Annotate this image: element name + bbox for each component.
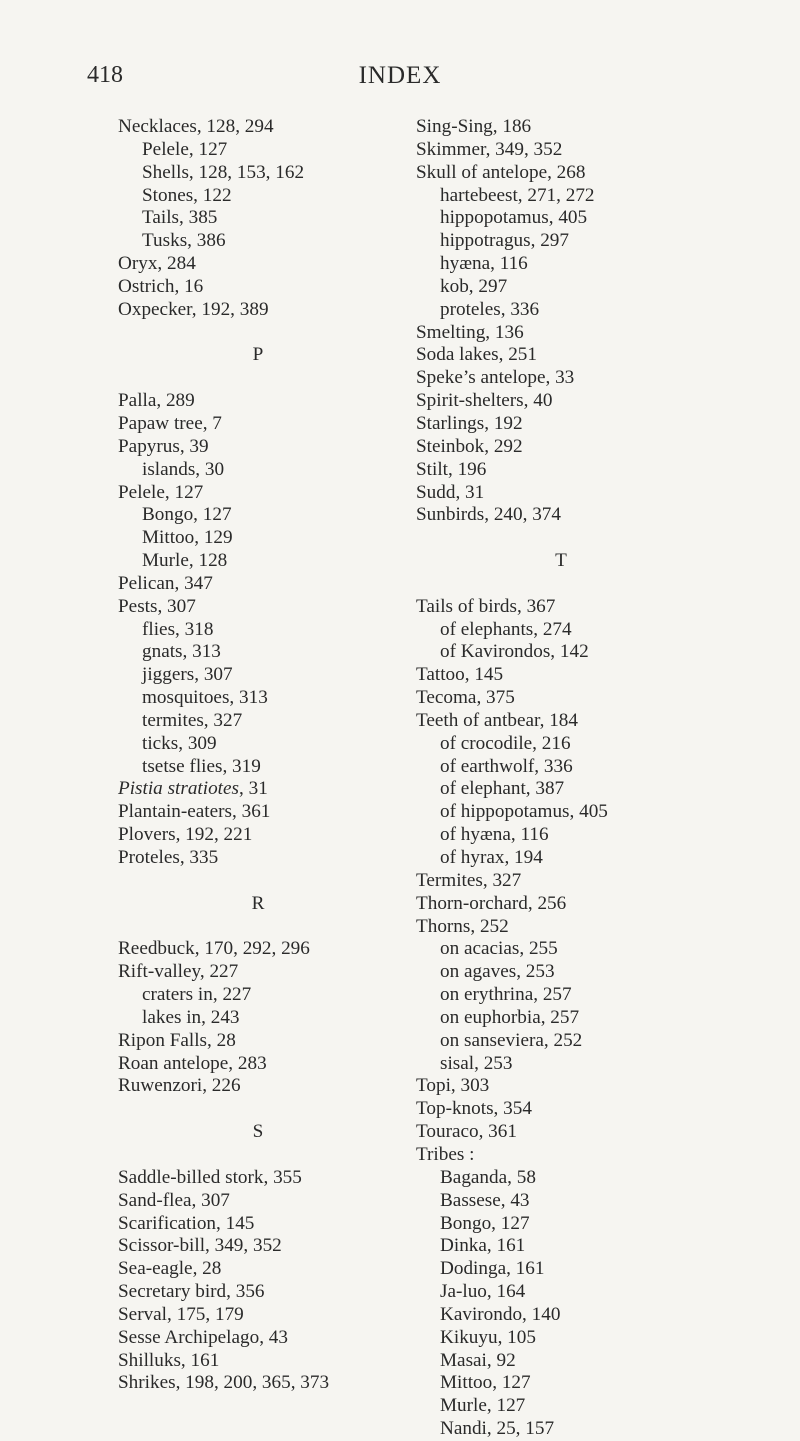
index-entry: Plantain-eaters, 361: [118, 801, 271, 823]
index-subentry: Dinka, 161: [440, 1235, 526, 1257]
index-subentry: ticks, 309: [142, 732, 217, 754]
index-subentry: Mittoo, 129: [142, 527, 233, 549]
index-entry: Ostrich, 16: [118, 275, 204, 297]
index-entry: Sudd, 31: [416, 481, 485, 503]
index-subentry: of hippopotamus, 405: [440, 801, 608, 823]
index-entry: Sunbirds, 240, 374: [416, 504, 561, 526]
index-entry: Pests, 307: [118, 595, 196, 617]
index-entry: Rift-valley, 227: [118, 961, 239, 983]
index-subentry: Nandi, 25, 157: [440, 1418, 555, 1440]
index-entry: Spirit-shelters, 40: [416, 390, 553, 412]
section-letter: R: [251, 892, 265, 914]
index-entry: Shrikes, 198, 200, 365, 373: [118, 1372, 330, 1394]
index-subentry: hyæna, 116: [440, 253, 528, 275]
index-entry: Oxpecker, 192, 389: [118, 298, 269, 320]
index-subentry: of crocodile, 216: [440, 732, 571, 754]
index-entry-italic-term: Pistia stratiotes: [118, 778, 239, 800]
index-entry: Thorn-orchard, 256: [416, 892, 567, 914]
index-subentry: tsetse flies, 319: [142, 755, 261, 777]
index-subentry: Masai, 92: [440, 1349, 516, 1371]
index-subentry: Shells, 128, 153, 162: [142, 161, 305, 183]
index-entry: Topi, 303: [416, 1075, 490, 1097]
index-entry: Oryx, 284: [118, 253, 196, 275]
index-entry: Sesse Archipelago, 43: [118, 1326, 288, 1348]
index-column-right: [416, 116, 776, 1441]
index-entry: Proteles, 335: [118, 847, 219, 868]
index-subentry: Tusks, 386: [142, 230, 226, 252]
index-subentry: kob, 297: [440, 275, 508, 297]
index-subentry: Bongo, 127: [142, 504, 232, 526]
index-subentry: Dodinga, 161: [440, 1258, 545, 1280]
index-entry: Tattoo, 145: [416, 664, 504, 686]
index-entry: Ruwenzori, 226: [118, 1075, 241, 1097]
index-subentry: of hyæna, 116: [440, 824, 549, 846]
index-subentry: hartebeest, 271, 272: [440, 184, 595, 206]
index-subentry: Murle, 127: [440, 1395, 526, 1417]
index-entry: Sing-Sing, 186: [416, 116, 532, 137]
index-entry: Papyrus, 39: [118, 435, 209, 457]
index-entry: Plovers, 192, 221: [118, 824, 253, 846]
index-entry: Skimmer, 349, 352: [416, 138, 563, 160]
spacer: [416, 573, 776, 596]
spacer: [118, 367, 458, 390]
index-entry: Touraco, 361: [416, 1121, 517, 1143]
index-subentry: Mittoo, 127: [440, 1372, 531, 1394]
index-entry: Papaw tree, 7: [118, 412, 222, 434]
index-entry: Pelele, 127: [118, 481, 204, 503]
index-entry: Scissor-bill, 349, 352: [118, 1235, 282, 1257]
index-entry: Sand-flea, 307: [118, 1189, 230, 1211]
spacer: [118, 916, 458, 939]
index-subentry: Murle, 128: [142, 550, 228, 572]
index-entry: Top-knots, 354: [416, 1098, 532, 1120]
spacer: [118, 870, 458, 893]
spacer: [118, 1144, 458, 1167]
page-number: 418: [87, 62, 123, 88]
index-subentry: Stones, 122: [142, 184, 232, 206]
index-entry: Tecoma, 375: [416, 687, 515, 709]
index-entry: Speke’s antelope, 33: [416, 367, 575, 389]
page-header: [0, 62, 800, 92]
section-letter: S: [252, 1121, 264, 1143]
index-entry: Teeth of antbear, 184: [416, 709, 578, 731]
index-entry: Termites, 327: [416, 869, 522, 891]
index-subentry: of earthwolf, 336: [440, 755, 573, 777]
index-subentry: Kikuyu, 105: [440, 1326, 536, 1348]
index-subentry: mosquitoes, 313: [142, 687, 268, 709]
index-subentry: on acacias, 255: [440, 938, 558, 960]
index-subentry: Bongo, 127: [440, 1212, 530, 1234]
index-subentry: Ja-luo, 164: [440, 1281, 526, 1303]
index-subentry: of hyrax, 194: [440, 847, 543, 868]
index-entry: Pelican, 347: [118, 572, 213, 594]
index-entry: [118, 778, 458, 801]
index-subentry: Kavirondo, 140: [440, 1303, 561, 1325]
index-subentry: Pelele, 127: [142, 138, 228, 160]
index-entry: Tails of birds, 367: [416, 595, 556, 617]
page-title: INDEX: [358, 62, 442, 89]
index-subentry: proteles, 336: [440, 298, 540, 320]
index-entry: Soda lakes, 251: [416, 344, 537, 366]
index-subentry: islands, 30: [142, 458, 225, 480]
spacer: [416, 527, 776, 550]
index-entry: Sea-eagle, 28: [118, 1258, 222, 1280]
section-letter: T: [555, 550, 567, 572]
index-subentry: jiggers, 307: [142, 664, 233, 686]
index-subentry: on sanseviera, 252: [440, 1029, 583, 1051]
index-entry-pages: , 31: [239, 778, 268, 800]
index-subentry: hippopotamus, 405: [440, 207, 588, 229]
index-entry: Palla, 289: [118, 390, 195, 412]
index-subentry: Tails, 385: [142, 207, 218, 229]
index-subentry: Baganda, 58: [440, 1166, 536, 1188]
index-entry: Starlings, 192: [416, 412, 523, 434]
index-entry: Ripon Falls, 28: [118, 1029, 236, 1051]
index-entry: Serval, 175, 179: [118, 1303, 244, 1325]
index-subentry: lakes in, 243: [142, 1006, 240, 1028]
index-entry: Steinbok, 292: [416, 435, 523, 457]
index-subentry: termites, 327: [142, 709, 243, 731]
index-entry: Shilluks, 161: [118, 1349, 220, 1371]
index-subentry: hippotragus, 297: [440, 230, 569, 252]
spacer: [118, 1098, 458, 1121]
index-subentry: of Kavirondos, 142: [440, 641, 589, 663]
index-entry: Roan antelope, 283: [118, 1052, 267, 1074]
index-column-left: [118, 116, 458, 1395]
index-subentry: on euphorbia, 257: [440, 1006, 580, 1028]
index-entry: Scarification, 145: [118, 1212, 255, 1234]
index-subentry: craters in, 227: [142, 984, 252, 1006]
index-entry: Reedbuck, 170, 292, 296: [118, 938, 310, 960]
index-subentry: flies, 318: [142, 618, 214, 640]
spacer: [118, 322, 458, 345]
index-subentry: on agaves, 253: [440, 961, 555, 983]
section-letter: P: [252, 344, 264, 366]
index-subentry: sisal, 253: [440, 1052, 513, 1074]
index-entry: Secretary bird, 356: [118, 1281, 265, 1303]
index-entry: Saddle-billed stork, 355: [118, 1166, 302, 1188]
index-subentry: on erythrina, 257: [440, 984, 572, 1006]
index-entry: Tribes :: [416, 1143, 475, 1165]
index-subentry: Bassese, 43: [440, 1189, 530, 1211]
index-entry: Necklaces, 128, 294: [118, 116, 274, 137]
index-entry: Stilt, 196: [416, 458, 487, 480]
index-subentry: of elephant, 387: [440, 778, 565, 800]
index-subentry: gnats, 313: [142, 641, 221, 663]
index-entry: Skull of antelope, 268: [416, 161, 586, 183]
index-subentry: of elephants, 274: [440, 618, 572, 640]
index-entry: Smelting, 136: [416, 321, 524, 343]
index-entry: Thorns, 252: [416, 915, 509, 937]
